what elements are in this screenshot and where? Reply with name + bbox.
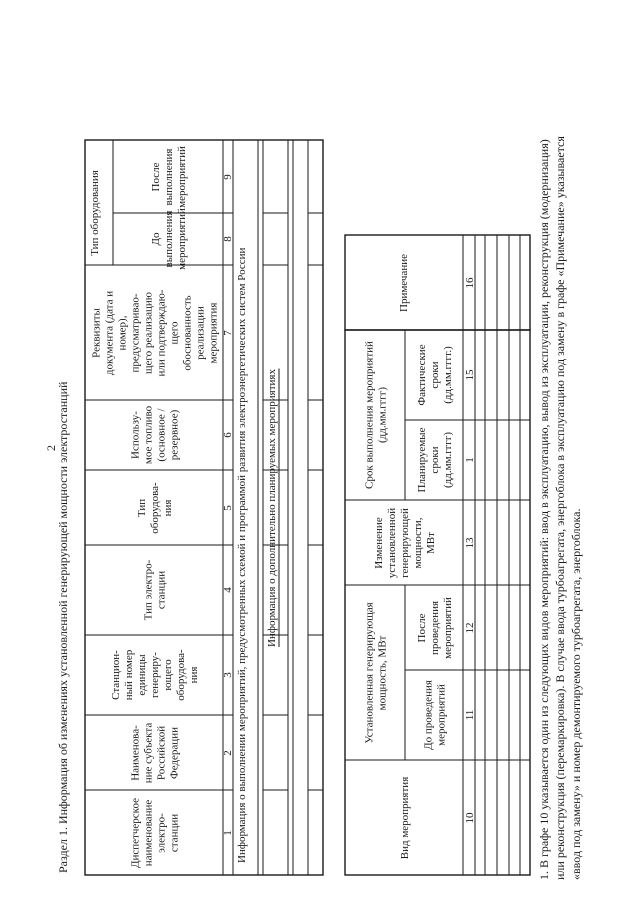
tab2-header-term-planned-line-1: Планируемые [416,427,428,493]
tab1-group-equipment-type: Тип оборудования [89,170,101,256]
tab1-header-col-4-line-1: Тип электро- [142,559,155,621]
tab2-header-event-type-line-1: Вид мероприятия [399,776,411,860]
tab1-header-col-7-line-7: щего [168,321,181,345]
tab1-header-col-8-line-3: мероприятий [176,208,188,270]
tab1-header-col-5-line-2: оборудова- [149,482,161,534]
tab2-header-capacity-after-line-3: мероприятий [442,597,454,659]
tab2-column-number-1: 10 [464,812,476,824]
tab2-header-capacity-after-line-1: После [416,613,428,643]
tab1-column-number-6: 6 [222,432,234,438]
footnote-line-2: или реконструкция (перемаркировка). В случае ввода турбоагрегата, энергоблока в эксплуатацию под замену в графе «Примечание» указывается [553,136,567,880]
tab1-header-col-3-line-1: Станцион- [110,650,122,700]
tab2-header-capacity-after-line-2: проведения [429,600,441,656]
tab1-header-col-7-line-10: мероприятия [207,302,220,364]
tab2-header-capacity-change-line-4: мощности, [412,517,424,569]
tab1-header-col-3-line-3: единицы [136,654,148,696]
tab1-header-col-3-line-2: ный номер [123,649,135,701]
tab1-header-col-7-line-2: документа (дата и [103,290,116,376]
table-1-section-row-1: Информация о выполнении мероприятий, предусмотренных схемой и программой развития электроэнергетических систем России [236,247,248,863]
tab1-header-col-1-line-2: наименование [142,799,155,867]
tab1-header-col-4-line-2: станции [155,570,168,610]
tab1-header-col-3-line-7: ния [188,666,200,684]
tab1-header-col-1-line-4: станции [168,813,181,853]
tab1-column-number-4: 4 [222,587,234,593]
tab1-header-col-6-line-2: мое топливо [142,405,155,465]
tab2-header-capacity-change-line-3: генерирующей [399,508,411,578]
tab2-column-number-5: 1 [464,457,476,463]
tab2-header-term-group-line-1: Срок выполнения мероприятий [363,341,376,489]
tab1-header-col-7-line-9: реализации [194,306,207,360]
tab2-column-number-4: 13 [464,537,476,549]
tab1-column-number-8: 8 [222,236,234,242]
tab1-header-col-3-line-4: генериру- [149,652,161,698]
tab1-header-col-6-line-4: резервное) [168,409,181,461]
footnote-line-3: «ввод под замену» и номер демонтируемого турбоагрегата, энергоблока. [569,508,583,880]
tab2-header-capacity-before-line-1: До проведения [422,680,435,750]
tab1-header-col-2-line-4: Федерации [168,727,181,779]
tab1-header-col-7-line-3: номер), [116,315,129,351]
tab1-header-col-1-line-3: электро- [155,813,168,853]
tab2-header-term-planned-line-3: (дд.мм.гггг) [442,432,454,488]
tab1-header-col-9-line-3: мероприятий [176,146,188,208]
tab2-header-capacity-change-line-1: Изменение [373,517,385,569]
footnote-line-1: 1. В графе 10 указывается один из следующих видов мероприятий: ввод в эксплуатацию, вывод из эксплуатации, реконструкция (модернизация) [537,139,551,880]
tab1-header-col-1-line-1: Диспетчерское [129,798,142,868]
tab2-column-number-6: 15 [464,369,476,381]
tab2-header-term-actual-line-2: сроки [429,361,441,389]
tab2-header-term-planned-line-2: сроки [429,446,441,474]
tab1-header-col-3-line-6: оборудова- [175,649,187,701]
tab1-column-number-3: 3 [222,672,234,678]
tab1-header-col-2-line-2: ние субъекта [142,722,155,784]
tab1-header-col-8-line-1: До [150,232,162,246]
tab1-header-col-6-line-1: Использу- [129,411,142,459]
tab1-column-number-5: 5 [222,505,234,511]
tab2-header-capacity-group-line-1: Установленная генерирующая [363,602,376,744]
tab1-header-col-8-line-2: выполнения [163,210,175,268]
tab2-header-term-group-line-2: (дд.мм.гггг) [376,387,389,443]
tab2-header-capacity-before-line-2: мероприятий [435,684,448,746]
tab1-column-number-7: 7 [222,330,234,336]
tab1-header-col-7-line-8: обоснованность [181,295,194,371]
tab2-column-number-3: 12 [464,622,476,634]
tab1-header-col-5-line-1: Тип [136,498,148,518]
tab2-header-capacity-change-line-2: установленной [386,507,398,579]
tab1-column-number-2: 2 [222,750,234,756]
tab2-column-number-7: 16 [464,277,476,289]
tab1-column-number-9: 9 [222,174,234,180]
tab1-header-col-2-line-1: Наименова- [129,725,142,781]
tab2-header-note-line-1: Примечание [398,254,410,312]
tab1-column-number-1: 1 [222,830,234,836]
tab1-header-col-9-line-1: После [150,162,162,192]
table-1-section-row-2: Информация о дополнительно планируемых мероприятиях [266,369,278,647]
table-1-caption: Раздел 1. Информация об изменениях установленной генерирующей мощности электростанций [56,381,70,873]
tab2-header-capacity-change-line-5: МВт [425,532,437,554]
tab1-header-col-7-line-1: Реквизиты [90,308,103,358]
tab1-header-col-7-line-5: щего реализацию [142,292,155,374]
tab2-header-term-actual-line-1: Фактические [416,344,428,406]
tab2-column-number-2: 11 [464,709,476,721]
tab1-header-col-2-line-3: Российской [155,725,168,781]
tab2-header-term-actual-line-3: (дд.мм.гггг.) [442,346,454,404]
tab1-header-col-7-line-6: или подтверждаю- [155,289,168,377]
tab2-header-capacity-group-line-2: мощность, МВт [376,635,389,711]
tab1-header-col-7-line-4: предусматривао- [129,293,142,373]
tab1-header-col-5-line-3: ния [162,499,174,517]
page-number: 2 [44,445,58,451]
tab1-header-col-3-line-5: ющего [162,659,174,691]
tab1-header-col-6-line-3: (основное / [155,408,168,462]
tab1-header-col-9-line-2: выполнения [163,148,175,206]
